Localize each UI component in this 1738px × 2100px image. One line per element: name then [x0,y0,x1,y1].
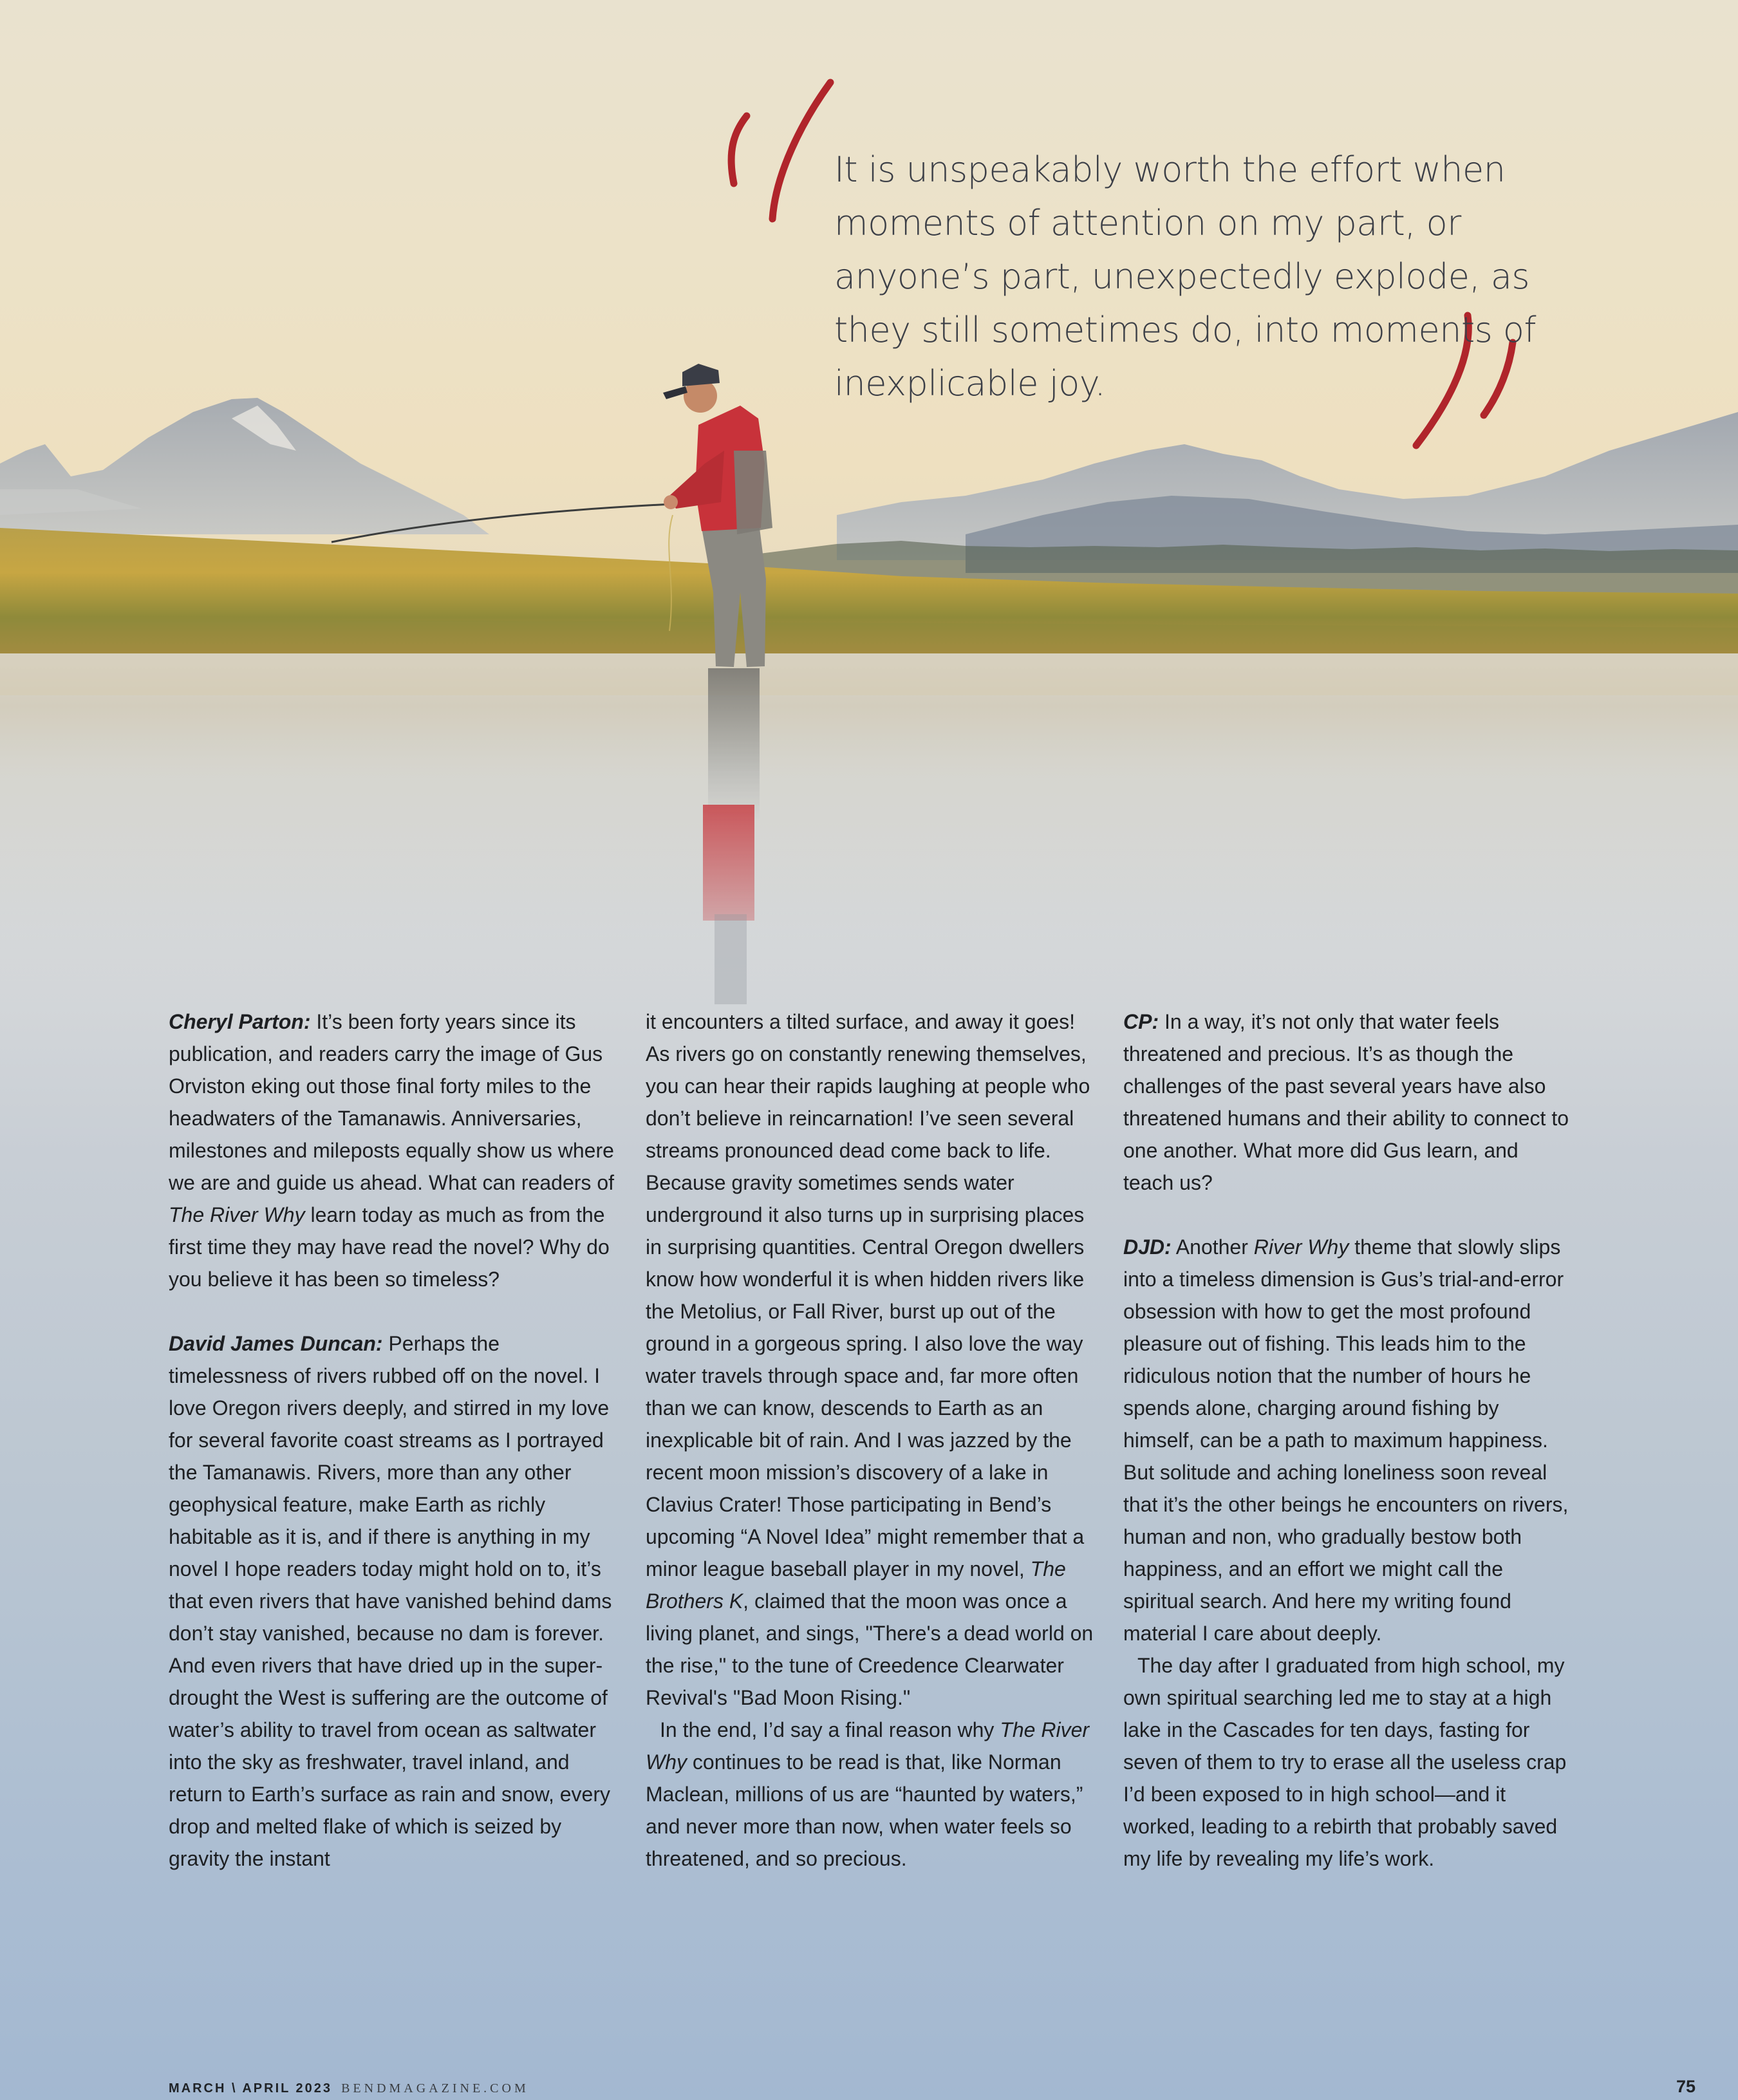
answer-paragraph [1123,1231,1574,1649]
paragraph-text: theme that slowly slips into a timeless dimension is Gus’s trial-and-error obsession with how to get the most profound pleasure out of fishing. This leads him to the ridiculous notion that the number of hours he spends alone, charging around fishing by himself, can be a path to maximum happiness. But solitude and aching loneliness soon reveal that it’s the other beings he encounters on rivers, human and non, who gradually bestow both happiness, and an effort we might call the spiritual search. And here my writing found material I care about deeply. [1123,1235,1569,1645]
answer-paragraph [1123,1649,1574,1875]
speaker-label: CP: [1123,1010,1159,1033]
issue-date: MARCH \ APRIL 2023 [169,2081,333,2095]
paragraph-text: continues to be read is that, like Norman Maclean, millions of us are “haunted by waters,” and never more than now, when water feels so threatened, and so precious. [646,1750,1083,1870]
paragraph-text: In a way, it’s not only that water feels threatened and precious. It’s as though the challenges of the past several years have also threatened humans and their ability to connect to one another. What more did Gus learn, and teach us? [1123,1010,1569,1194]
open-quote-icon [731,82,830,219]
footer [169,2081,529,2096]
book-title: The Brothers K [646,1557,1066,1613]
pull-quote: It is unspeakably worth the effort when moments of attention on my part, or anyone’s part, unexpectedly explode, as they still sometimes do, into moments of inexplicable joy. [834,149,1536,404]
speaker-label: DJD: [1123,1235,1172,1259]
paragraph-text: , claimed that the moon was once a living planet, and sings, "There's a dead world on the rise," to the tune of Creedence Clearwater Revival's "Bad Moon Rising." [646,1589,1094,1709]
answer-paragraph [646,1006,1096,1714]
book-title: River Why [1253,1235,1349,1259]
lake-water [0,653,1738,1004]
paragraph-text: it encounters a tilted surface, and away it goes! As rivers go on constantly renewing themselves, you can hear their rapids laughing at people who don’t believe in reincarnation! I’ve seen several streams pronounced dead come back to life. Because gravity sometimes sends water underground it also turns up in surprising places in surprising quantities. Central Oregon dwellers know how wonderful it is when hidden rivers like the Metolius, or Fall River, burst up out of the ground in a gorgeous spring. I also love the way water travels through space and, far more often than we can know, descends to Earth as an inexplicable bit of rain. And I was jazzed by the recent moon mission’s discovery of a lake in Clavius Crater! Those participating in Bend’s upcoming “A Novel Idea” might remember that a minor league baseball player in my novel, [646,1010,1090,1580]
paragraph-text: Another [1171,1235,1254,1259]
mountains-left [0,398,489,534]
paragraph-text: In the end, I’d say a final reason why [660,1718,1000,1741]
paragraph-text: learn today as much as from the first time they may have read the novel? Why do you believe it has been so timeless? [169,1203,610,1291]
page-number: 75 [1676,2077,1696,2096]
speaker-label: David James Duncan: [169,1332,383,1355]
paragraph-text: The day after I graduated from high school, my own spiritual searching led me to stay at a high lake in the Cascades for ten days, fasting for seven of them to try to erase all the useless crap I’d been exposed to in high school—and it worked, leading to a rebirth that probably saved my life by revealing my life’s work. [1123,1654,1567,1870]
article-column-1 [169,1006,619,1875]
speaker-label: Cheryl Parton: [169,1010,311,1033]
question-paragraph [1123,1006,1574,1199]
book-title: The River Why [646,1718,1090,1774]
site-url: BENDMAGAZINE.COM [341,2081,529,2095]
question-paragraph [169,1006,619,1295]
answer-paragraph [646,1714,1096,1875]
book-title: The River Why [169,1203,305,1226]
answer-paragraph [169,1327,619,1875]
article-column-2 [646,1006,1096,1875]
paragraph-text: Perhaps the timelessness of rivers rubbed off on the novel. I love Oregon rivers deeply, and stirred in my love for several favorite coast streams as I portrayed the Tamanawis. Rivers, more than any other geophysical feature, make Earth as richly habitable as it is, and if there is anything in my novel I hope readers today might hold on to, it’s that even rivers that have vanished behind dams don’t stay vanished, because no dam is forever. And even rivers that have dried up in the super-drought the West is suffering are the outcome of water’s ability to travel from ocean as saltwater into the sky as freshwater, travel inland, and return to Earth’s surface as rain and snow, every drop and melted flake of which is seized by gravity the instant [169,1332,612,1870]
article-column-3 [1123,1006,1574,1875]
paragraph-text: It’s been forty years since its publication, and readers carry the image of Gus Orviston eking out those final forty miles to the headwaters of the Tamanawis. Anniversaries, milestones and mileposts equally show us where we are and guide us ahead. What can readers of [169,1010,614,1194]
